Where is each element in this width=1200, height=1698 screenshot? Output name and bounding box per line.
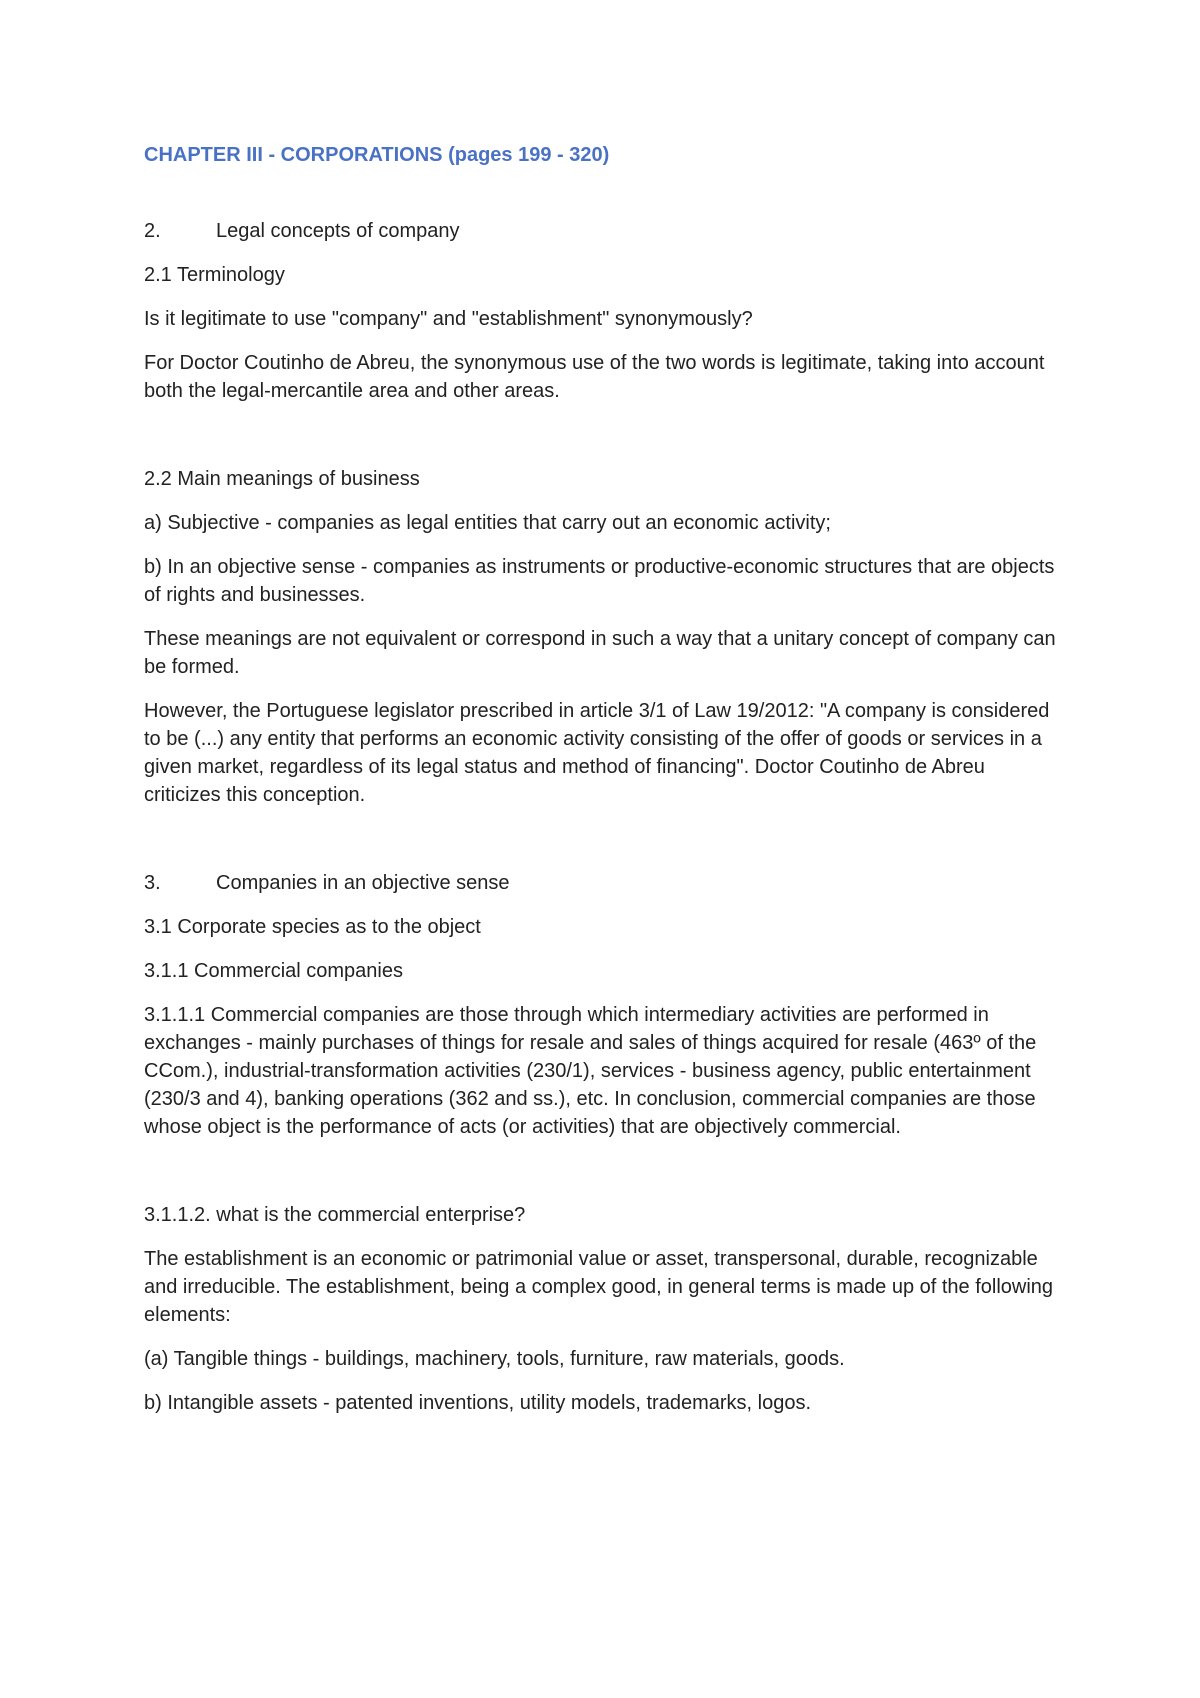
section-number: 3. bbox=[144, 872, 161, 894]
chapter-title: CHAPTER III - CORPORATIONS (pages 199 - 320) bbox=[144, 144, 610, 166]
section-number: 2. bbox=[144, 220, 161, 242]
section-title: Companies in an objective sense bbox=[216, 872, 510, 894]
subsection-heading-3-1: 3.1 Corporate species as to the object bbox=[144, 916, 481, 938]
question-paragraph: Is it legitimate to use "company" and "establishment" synonymously? bbox=[144, 308, 753, 330]
spacer bbox=[144, 1157, 1064, 1185]
section-title: Legal concepts of company bbox=[216, 220, 460, 242]
paragraph: These meanings are not equivalent or correspond in such a way that a unitary concept of company can be formed. bbox=[144, 628, 1056, 678]
subsection-heading-3-1-1-2: 3.1.1.2. what is the commercial enterprise? bbox=[144, 1204, 526, 1226]
spacer bbox=[144, 825, 1064, 853]
paragraph: For Doctor Coutinho de Abreu, the synonymous use of the two words is legitimate, taking into account both the legal-mercantile area and other areas. bbox=[144, 352, 1045, 402]
section-heading-2 bbox=[144, 217, 1064, 245]
document-page bbox=[144, 130, 1064, 1433]
list-item: b) Intangible assets - patented inventions, utility models, trademarks, logos. bbox=[144, 1392, 812, 1414]
subsection-heading-2-2: 2.2 Main meanings of business bbox=[144, 468, 420, 490]
list-item: b) In an objective sense - companies as instruments or productive-economic structures that are objects of rights and businesses. bbox=[144, 556, 1055, 606]
paragraph: However, the Portuguese legislator prescribed in article 3/1 of Law 19/2012: "A company is considered to be (...) any entity that performs an economic activity consisting of the offer of goods or services in a given market, regardless of its legal status and method of financing". Doctor Coutinho de Abreu criticizes this conception. bbox=[144, 700, 1050, 806]
paragraph: The establishment is an economic or patrimonial value or asset, transpersonal, durable, recognizable and irreducible. The establishment, being a complex good, in general terms is made up of the following elements: bbox=[144, 1248, 1054, 1326]
spacer bbox=[144, 421, 1064, 449]
list-item: a) Subjective - companies as legal entities that carry out an economic activity; bbox=[144, 512, 831, 534]
list-item: (a) Tangible things - buildings, machinery, tools, furniture, raw materials, goods. bbox=[144, 1348, 845, 1370]
subsection-heading-2-1: 2.1 Terminology bbox=[144, 264, 285, 286]
paragraph: 3.1.1.1 Commercial companies are those through which intermediary activities are performed in exchanges - mainly purchases of things for resale and sales of things acquired for resale (463º of the CCom.), industrial-transformation activities (230/1), services - business agency, public entertainment (230/3 and 4), banking operations (362 and ss.), etc. In conclusion, commercial companies are those whose object is the performance of acts (or activities) that are objectively commercial. bbox=[144, 1004, 1037, 1138]
spacer bbox=[144, 167, 1064, 195]
section-heading-3 bbox=[144, 869, 1064, 897]
subsection-heading-3-1-1: 3.1.1 Commercial companies bbox=[144, 960, 403, 982]
